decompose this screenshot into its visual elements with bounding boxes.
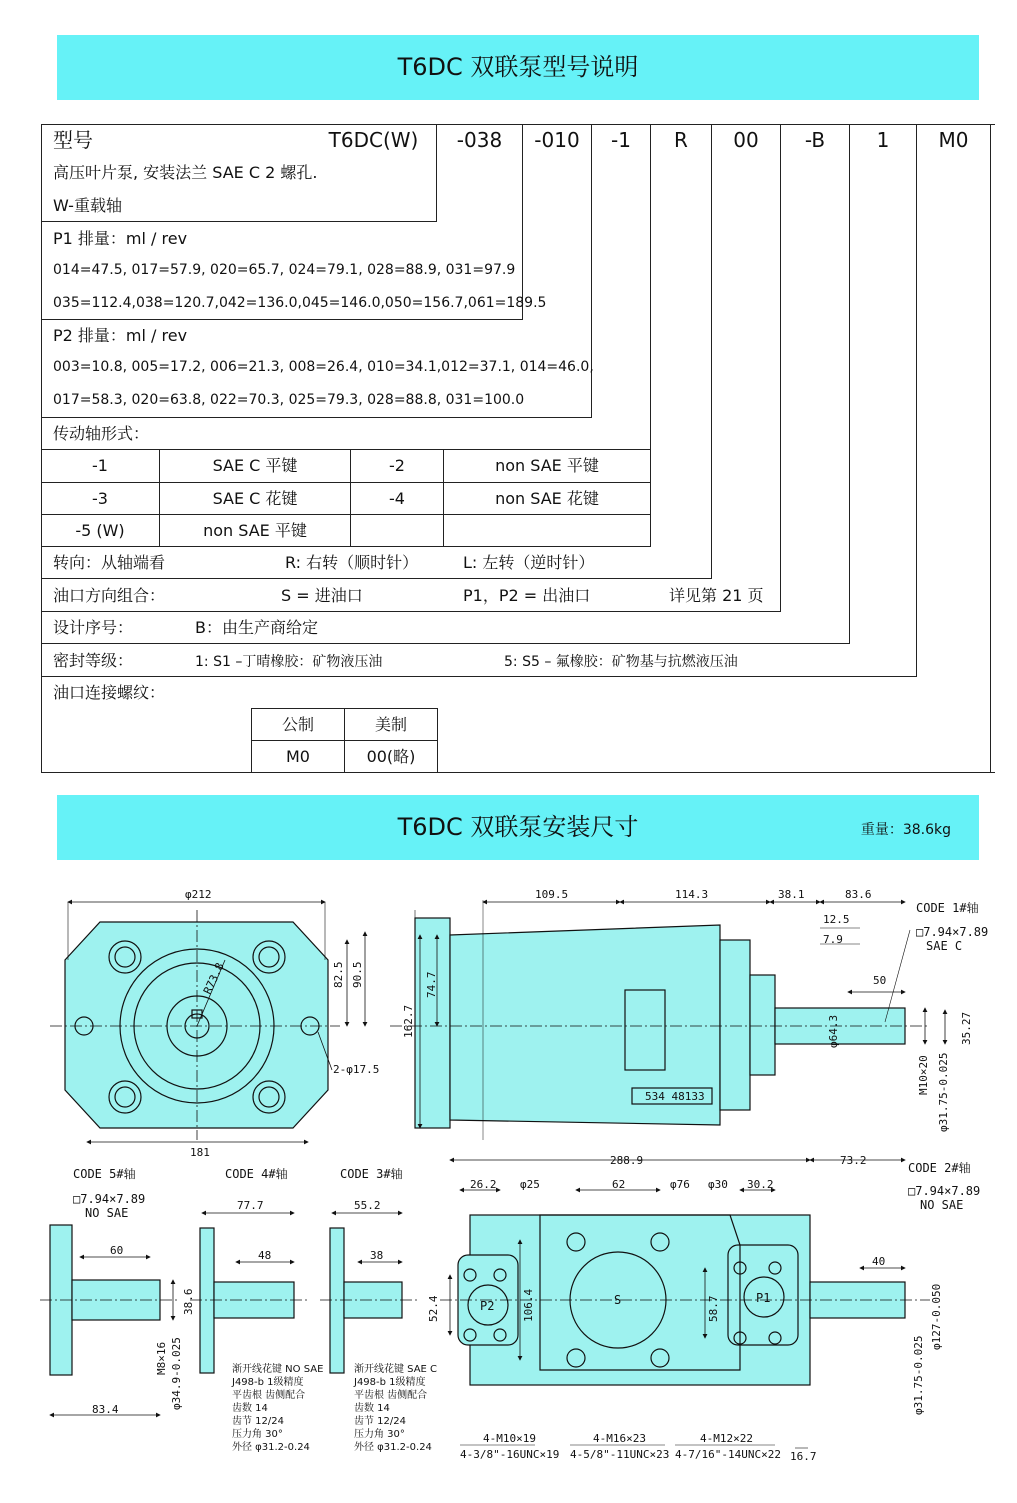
dim-825: 82.5 bbox=[332, 961, 345, 988]
p1-label: P1 排量：ml / rev bbox=[53, 229, 188, 248]
front-view bbox=[50, 902, 365, 1142]
code-thread: M0 bbox=[938, 128, 969, 152]
dim-3527: 35.27 bbox=[960, 1011, 973, 1045]
seal-s1: 1: S1 –丁晴橡胶：矿物液压油 bbox=[195, 654, 383, 670]
shaft-code: -3 bbox=[92, 489, 108, 508]
port-p1-label: P1 bbox=[756, 1291, 771, 1305]
code1-key: □7.94×7.89 bbox=[916, 925, 989, 939]
code4-dim-48: 48 bbox=[258, 1249, 272, 1262]
p2-values-1: 003=10.8, 005=17.2, 006=21.3, 008=26.4, 010=34.1,012=37.1, 014=46.0, bbox=[53, 359, 594, 375]
port-inlet: S = 进油口 bbox=[281, 586, 363, 605]
dim-747: 74.7 bbox=[425, 971, 438, 998]
rotation-label: 转向：从轴端看 bbox=[53, 553, 166, 572]
code-series: T6DC(W) bbox=[328, 128, 419, 152]
thread-us-header: 美制 bbox=[374, 715, 407, 734]
bolt-unc3: 4-7/16"-14UNC×22 bbox=[675, 1448, 781, 1461]
svg-text:渐开线花键 SAE C: 渐开线花键 SAE C bbox=[354, 1364, 438, 1375]
code5-std: NO SAE bbox=[85, 1206, 129, 1220]
dim-40: 40 bbox=[872, 1255, 886, 1268]
svg-text:压力角 30°: 压力角 30° bbox=[232, 1429, 283, 1440]
code1-std: SAE C bbox=[926, 939, 963, 953]
model-desc-w: W-重载轴 bbox=[53, 196, 122, 215]
code1-title: CODE 1#轴 bbox=[916, 901, 979, 915]
dim-212: φ212 bbox=[185, 888, 212, 901]
seal-label: 密封等级： bbox=[53, 651, 134, 670]
dim-76: φ76 bbox=[670, 1178, 690, 1191]
svg-text:齿节 12/24: 齿节 12/24 bbox=[354, 1416, 406, 1427]
dim-30: φ30 bbox=[708, 1178, 728, 1191]
serial-number: 534 48133 bbox=[645, 1090, 705, 1103]
code2-std: NO SAE bbox=[920, 1198, 964, 1212]
rotation-right: R: 右转（顺时针） bbox=[285, 553, 419, 572]
dim-3175: φ31.75-0.025 bbox=[937, 1052, 950, 1132]
dim-3175b: φ31.75-0.025 bbox=[912, 1335, 925, 1415]
port-label: 油口方向组合： bbox=[53, 586, 166, 605]
bolt-unc1: 4-3/8"-16UNC×19 bbox=[460, 1448, 560, 1461]
port-outlet: P1，P2 = 出油口 bbox=[463, 586, 591, 605]
code-port: 00 bbox=[733, 128, 759, 152]
svg-text:平齿根 齿侧配合: 平齿根 齿侧配合 bbox=[232, 1390, 306, 1401]
code3-spline-spec bbox=[353, 1362, 437, 1453]
dim-1143: 114.3 bbox=[675, 888, 709, 901]
dim-50: 50 bbox=[873, 974, 887, 987]
code-rotation: R bbox=[674, 128, 688, 152]
svg-text:J498-b 1级精度: J498-b 1级精度 bbox=[354, 1377, 426, 1388]
model-label: 型号 bbox=[53, 128, 93, 152]
code5-dim-349: φ34.9-0.025 bbox=[170, 1337, 183, 1410]
shaft-code: -5 (W) bbox=[75, 521, 125, 540]
code4-spline-spec bbox=[231, 1362, 323, 1453]
thread-us-value: 00(略) bbox=[366, 747, 416, 766]
p2-values-2: 017=58.3, 020=63.8, 022=70.3, 025=79.3, 028=88.8, 031=100.0 bbox=[53, 392, 525, 408]
bolt-m16: 4-M16×23 bbox=[593, 1432, 646, 1445]
dim-2889: 288.9 bbox=[610, 1154, 644, 1167]
dimension-title: T6DC 双联泵安装尺寸 bbox=[397, 813, 639, 841]
code-p2: -010 bbox=[534, 128, 580, 152]
code2-title: CODE 2#轴 bbox=[908, 1161, 971, 1175]
code5-dim-386: 38.6 bbox=[182, 1288, 195, 1315]
code5-key: □7.94×7.89 bbox=[73, 1192, 146, 1206]
code4-shaft bbox=[190, 1213, 310, 1373]
code-seal: 1 bbox=[876, 128, 890, 152]
shaft-code: -1 bbox=[92, 456, 108, 475]
bolt-m10: 4-M10×19 bbox=[483, 1432, 536, 1445]
thread-metric-value: M0 bbox=[286, 747, 310, 766]
dim-181: 181 bbox=[190, 1146, 210, 1159]
shaft-label: 传动轴形式： bbox=[53, 424, 150, 443]
dim-r738: R73.8 bbox=[200, 960, 227, 997]
shaft-type: non SAE 平键 bbox=[495, 456, 599, 475]
model-code-table bbox=[41, 124, 991, 773]
port-ref: 详见第 21 页 bbox=[669, 586, 764, 605]
svg-text:J498-b 1级精度: J498-b 1级精度 bbox=[232, 1377, 304, 1388]
dim-381: 38.1 bbox=[778, 888, 805, 901]
shaft-type: SAE C 平键 bbox=[212, 456, 298, 475]
dimension-banner bbox=[57, 795, 979, 860]
installation-drawings bbox=[40, 870, 1000, 1470]
dim-302: 30.2 bbox=[747, 1178, 774, 1191]
dim-262: 26.2 bbox=[470, 1178, 497, 1191]
dim-524: 52.4 bbox=[427, 1295, 440, 1322]
bolt-unc2: 4-5/8"-11UNC×23 bbox=[570, 1448, 670, 1461]
code-shaft: -1 bbox=[611, 128, 631, 152]
dim-79: 7.9 bbox=[823, 933, 843, 946]
code3-dim-38: 38 bbox=[370, 1249, 384, 1262]
code2-key: □7.94×7.89 bbox=[908, 1184, 981, 1198]
model-banner bbox=[57, 35, 979, 100]
code4-dim-777: 77.7 bbox=[237, 1199, 264, 1212]
side-view bbox=[390, 900, 945, 1140]
dim-167: 16.7 bbox=[790, 1450, 817, 1463]
svg-text:齿数 14: 齿数 14 bbox=[354, 1403, 390, 1414]
p1-values-2: 035=112.4,038=120.7,042=136.0,045=146.0,050=156.7,061=189.5 bbox=[53, 295, 547, 311]
shaft-type: SAE C 花键 bbox=[212, 489, 298, 508]
dim-holes: 2-φ17.5 bbox=[333, 1063, 380, 1076]
seal-s5: 5: S5 – 氟橡胶：矿物基与抗燃液压油 bbox=[504, 654, 738, 670]
dim-905: 90.5 bbox=[351, 961, 364, 988]
svg-text:外径 φ31.2-0.24: 外径 φ31.2-0.24 bbox=[232, 1442, 310, 1453]
svg-text:压力角 30°: 压力角 30° bbox=[354, 1429, 405, 1440]
dim-127: φ127-0.050 bbox=[930, 1283, 943, 1350]
svg-text:齿数 14: 齿数 14 bbox=[232, 1403, 268, 1414]
shaft-code: -4 bbox=[389, 489, 405, 508]
model-desc: 高压叶片泵, 安装法兰 SAE C 2 螺孔. bbox=[53, 163, 318, 182]
dim-732: 73.2 bbox=[840, 1154, 867, 1167]
code-design: -B bbox=[804, 128, 826, 152]
shaft-type: non SAE 平键 bbox=[203, 521, 307, 540]
bottom-view bbox=[440, 1160, 930, 1448]
dim-1064: 106.4 bbox=[522, 1288, 535, 1322]
dim-836: 83.6 bbox=[845, 888, 872, 901]
port-p2-label: P2 bbox=[480, 1299, 495, 1313]
shaft-code: -2 bbox=[389, 456, 405, 475]
code5-dim-834: 83.4 bbox=[92, 1403, 119, 1416]
svg-text:齿节 12/24: 齿节 12/24 bbox=[232, 1416, 284, 1427]
svg-text:渐开线花键 NO SAE: 渐开线花键 NO SAE bbox=[232, 1364, 324, 1375]
p2-label: P2 排量：ml / rev bbox=[53, 326, 188, 345]
code5-title: CODE 5#轴 bbox=[73, 1167, 136, 1181]
design-value: B：由生产商给定 bbox=[195, 618, 318, 637]
code5-dim-60: 60 bbox=[110, 1244, 124, 1257]
drawing-canvas bbox=[40, 870, 1000, 1470]
rotation-left: L: 左转（逆时针） bbox=[463, 553, 595, 572]
code4-title: CODE 4#轴 bbox=[225, 1167, 288, 1181]
weight-label: 重量：38.6kg bbox=[860, 822, 951, 838]
dim-587: 58.7 bbox=[707, 1295, 720, 1322]
bolt-m12: 4-M12×22 bbox=[700, 1432, 753, 1445]
code3-shaft bbox=[320, 1213, 418, 1373]
dim-25: φ25 bbox=[520, 1178, 540, 1191]
port-s-label: S bbox=[614, 1293, 622, 1307]
code3-title: CODE 3#轴 bbox=[340, 1167, 403, 1181]
thread-metric-header: 公制 bbox=[281, 715, 314, 734]
code3-dim-552: 55.2 bbox=[354, 1199, 381, 1212]
code5-dim-m8: M8×16 bbox=[155, 1341, 168, 1375]
thread-label: 油口连接螺纹： bbox=[53, 683, 166, 702]
dim-62: 62 bbox=[612, 1178, 626, 1191]
dim-1627: 162.7 bbox=[402, 1004, 415, 1038]
design-label: 设计序号： bbox=[53, 618, 134, 637]
dim-m10: M10×20 bbox=[917, 1055, 930, 1095]
code-p1: -038 bbox=[456, 128, 503, 152]
dim-643: φ64.3 bbox=[827, 1014, 840, 1048]
svg-text:外径 φ31.2-0.24: 外径 φ31.2-0.24 bbox=[354, 1442, 432, 1453]
svg-text:平齿根 齿侧配合: 平齿根 齿侧配合 bbox=[354, 1390, 428, 1401]
model-title: T6DC 双联泵型号说明 bbox=[397, 53, 639, 81]
dim-1095: 109.5 bbox=[535, 888, 569, 901]
dim-125: 12.5 bbox=[823, 913, 850, 926]
p1-values-1: 014=47.5, 017=57.9, 020=65.7, 024=79.1, 028=88.9, 031=97.9 bbox=[53, 262, 516, 278]
shaft-type: non SAE 花键 bbox=[495, 489, 599, 508]
